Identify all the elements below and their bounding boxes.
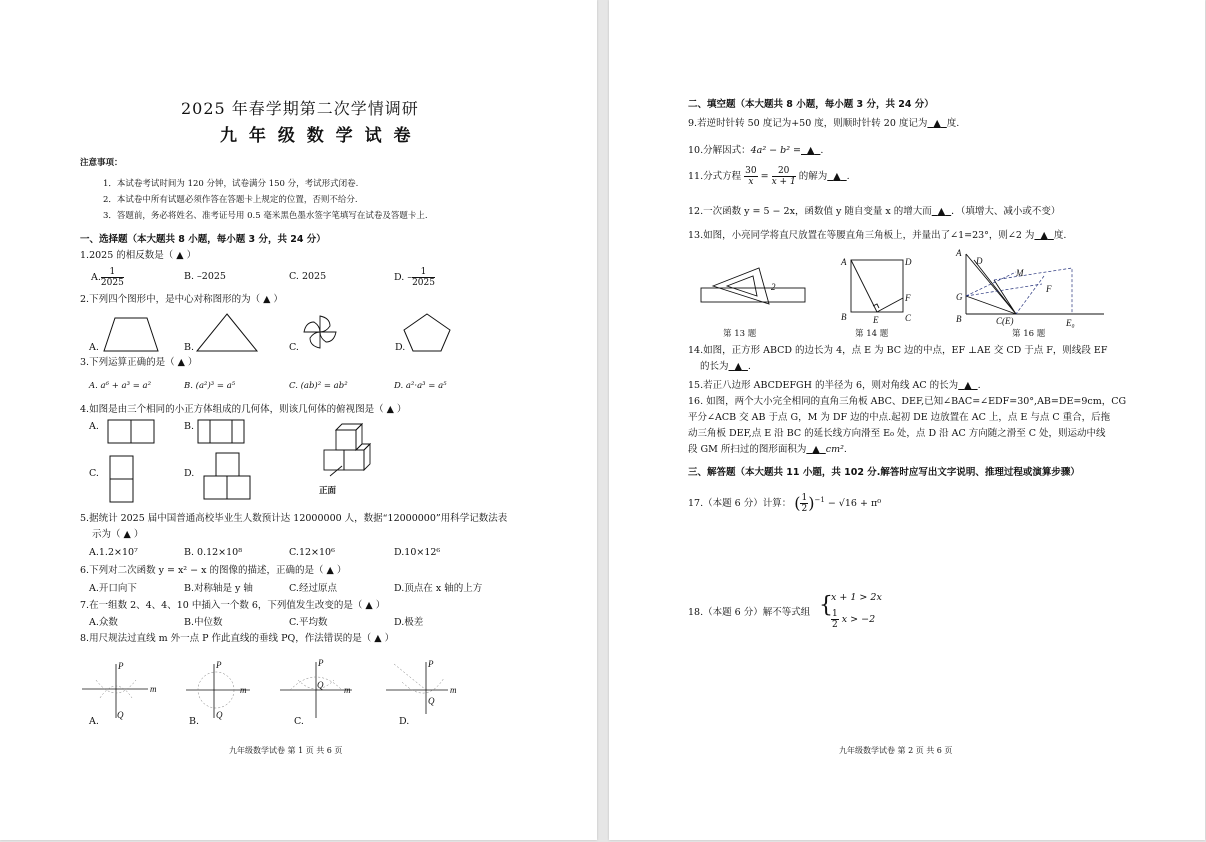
q18-inequality-2: $\frac{1}{2}$ x > −2 [832,609,876,630]
question-1: 1.2025 的相反数是（ ▲ ） [80,250,197,261]
figure-16-caption: 第 16 题 [1012,329,1046,339]
q5-option-b: B. 0.12×10⁸ [184,547,243,558]
q4-front-label: 正面 [319,486,337,496]
question-16-line4: 段 GM 所扫过的图形面积为 ▲ cm². [688,444,847,455]
fig16-e0: E₀ [1066,318,1075,328]
q3-option-d: D. a²·a³ = a⁵ [394,381,447,391]
question-15: 15.若正八边形 ABCDEFGH 的半径为 6，则对角线 AC 的长为 ▲ . [688,380,981,391]
q4-view-b [197,419,247,445]
q6-option-b: B.对称轴是 y 轴 [184,583,253,594]
q2-trapezoid-figure [100,315,170,355]
q8-label-c: C. [294,716,304,727]
q7-option-c: C.平均数 [289,617,328,628]
question-6: 6.下列对二次函数 y = x² − x 的图像的描述，正确的是（ ▲ ） [80,565,347,576]
question-8: 8.用尺规法过直线 m 外一点 P 作此直线的垂线 PQ，作法错误的是（ ▲ ） [80,633,395,644]
q5-option-a: A.1.2×10⁷ [89,547,138,558]
figure-13 [699,264,811,314]
q4-label-c: C. [89,468,99,479]
q2-label-a: A. [89,342,99,353]
q2-label-c: C. [289,342,299,353]
fig14-b: B [841,312,847,322]
fig14-a: A [841,257,847,267]
q6-option-c: C.经过原点 [289,583,337,594]
exam-title-line2: 九 年 级 数 学 试 卷 [220,126,414,146]
q8-label-d: D. [399,716,410,727]
q8c-point-q: Q [317,680,324,690]
question-18: 18.（本题 6 分）解不等式组 [688,607,811,618]
question-9: 9.若逆时针转 50 度记为+50 度，则顺时针转 20 度记为 ▲ 度. [688,118,960,129]
question-12: 12.一次函数 y = 5 − 2x，函数值 y 随自变量 x 的增大而 ▲ ．（填增大、减小或不变） [688,206,1061,217]
question-13: 13.如图，小亮同学将直尺放置在等腰直角三角板上，并量出了∠1=23°，则∠2 为 ▲ 度. [688,230,1067,241]
exam-title-line1: 2025 年春学期第二次学情调研 [181,99,419,118]
section-3-heading: 三、解答题（本大题共 11 小题，共 102 分.解答时应写出文字说明、推理过程或演算步骤） [688,467,1080,478]
question-5-line1: 5.据统计 2025 届中国普通高校毕业生人数预计达 12000000 人，数据“12000000”用科学记数法表 [80,513,508,524]
q4-solid-figure [320,418,380,488]
q8d-line-m: m [450,685,457,695]
question-14-line2: 的长为 ▲ . [700,361,751,372]
question-7: 7.在一组数 2、4、4、10 中插入一个数 6，下列值发生改变的是（ ▲ ） [80,600,386,611]
notes-heading: 注意事项： [80,158,123,168]
q4-view-d [203,452,253,502]
q7-option-a: A.众数 [89,617,118,628]
q4-view-a [107,419,157,445]
q18-brace: { [819,593,833,618]
q3-option-a: A. a⁶ + a³ = a² [89,381,152,391]
fig16-ce: C(E) [996,316,1014,326]
q2-triangle-figure [195,312,265,354]
q1-option-c: C. 2025 [289,271,327,282]
question-14-line1: 14.如图，正方形 ABCD 的边长为 4，点 E 为 BC 边的中点，EF ⊥AE 交 CD 于点 F，则线段 EF [688,345,1108,356]
question-3: 3.下列运算正确的是（ ▲ ） [80,357,198,368]
q8d-point-p: P [428,659,434,669]
fig14-f: F [905,293,911,303]
q8-figure-c [280,658,370,720]
q2-label-b: B. [184,342,195,353]
q8-figure-a [82,660,162,722]
q8-label-a: A. [89,716,99,727]
q4-label-b: B. [184,421,195,432]
fig16-b: B [956,314,962,324]
fig16-g: G [956,292,963,302]
question-4: 4.如图是由三个相同的小正方体组成的几何体，则该几何体的俯视图是（ ▲ ） [80,404,407,415]
fig16-a: A [956,248,962,258]
exam-page-1 [0,0,597,840]
page-footer-2: 九年级数学试卷 第 2 页 共 6 页 [839,746,953,755]
q8a-line-m: m [150,684,157,694]
q5-option-c: C.12×10⁶ [289,547,335,558]
q8-figure-d [386,658,466,720]
figure-13-caption: 第 13 题 [723,329,757,339]
q8a-point-q: Q [117,710,124,720]
q4-label-a: A. [89,421,99,432]
q5-option-d: D.10×12⁶ [394,547,441,558]
q8b-point-p: P [216,660,222,670]
q8a-point-p: P [118,661,124,671]
q8-figure-b [186,660,266,722]
fig16-m: M [1016,268,1024,278]
q6-option-d: D.顶点在 x 轴的上方 [394,583,483,594]
q1-option-a: A. $\frac{1}{2025}$ [91,267,124,288]
q3-option-b: B. (a²)³ = a⁵ [184,381,236,391]
q8d-point-q: Q [428,696,435,706]
note-1: 1．本试卷考试时间为 120 分钟，试卷满分 150 分，考试形式闭卷. [103,179,359,189]
fig14-e: E [873,315,879,325]
question-16-line3: 动三角板 DEF,点 E 沿 BC 的延长线方向滑至 E₀ 处，点 D 沿 AC 方向随之滑至 C 处，则运动中线 [688,428,1106,439]
section-2-heading: 二、填空题（本大题共 8 小题，每小题 3 分，共 24 分） [688,99,934,110]
question-2: 2.下列四个图形中，是中心对称图形的为（ ▲ ） [80,294,283,305]
fig16-f: F [1046,284,1052,294]
question-11: 11.分式方程 $\frac{30}{x}$ = $\frac{20}{x + 1}$ 的解为 ▲ . [688,166,850,187]
figure-14-caption: 第 14 题 [855,329,889,339]
section-1-heading: 一、选择题（本大题共 8 小题，每小题 3 分，共 24 分） [80,234,326,245]
q8c-line-m: m [344,685,351,695]
q8-label-b: B. [189,716,200,727]
q8c-point-p: P [318,658,324,668]
q4-label-d: D. [184,468,195,479]
note-3: 3．答题前，务必将姓名、准考证号用 0.5 毫米黑色墨水签字笔填写在试卷及答题卡上. [103,211,428,221]
fig16-d: D [976,256,983,266]
fig14-d: D [905,257,912,267]
fig14-c: C [905,313,912,323]
question-17: 17.（本题 6 分）计算： ( $\frac{1}{2}$ )$^{-1}$ − √16 + π⁰ [688,493,882,514]
q2-label-d: D. [395,342,406,353]
q3-option-c: C. (ab)² = ab² [289,381,348,391]
question-16-line1: 16. 如图，两个大小完全相同的直角三角板 ABC、DEF,已知∠BAC=∠EDF=30°,AB=DE=9cm，CG [688,396,1127,407]
note-2: 2．本试卷中所有试题必须作答在答题卡上规定的位置，否则不给分. [103,195,358,205]
q1-option-d: D. – $\frac{1}{2025}$ [394,267,435,288]
q6-option-a: A.开口向下 [89,583,137,594]
q2-pinwheel-figure [300,312,350,354]
q7-option-d: D.极差 [394,617,424,628]
exam-page-2 [609,0,1205,840]
q18-inequality-1: x + 1 > 2x [831,592,882,603]
q8b-line-m: m [240,685,247,695]
q1-option-b: B. –2025 [184,271,226,282]
q8b-point-q: Q [216,710,223,720]
question-10: 10.分解因式：4a² − b² = ▲ . [688,145,824,156]
page-footer-1: 九年级数学试卷 第 1 页 共 6 页 [229,746,343,755]
q4-view-c [109,455,135,505]
question-5-line2: 示为（ ▲ ） [92,529,144,540]
figure-14 [839,256,919,326]
figure-16 [954,246,1114,330]
fig13-angle-2: 2 [771,282,776,292]
q7-option-b: B.中位数 [184,617,223,628]
question-16-line2: 平分∠ACB 交 AB 于点 G，M 为 DF 边的中点.起初 DE 边放置在 AC 上，点 E 与点 C 重合，后拖 [688,412,1111,423]
q2-pentagon-figure [400,312,456,354]
